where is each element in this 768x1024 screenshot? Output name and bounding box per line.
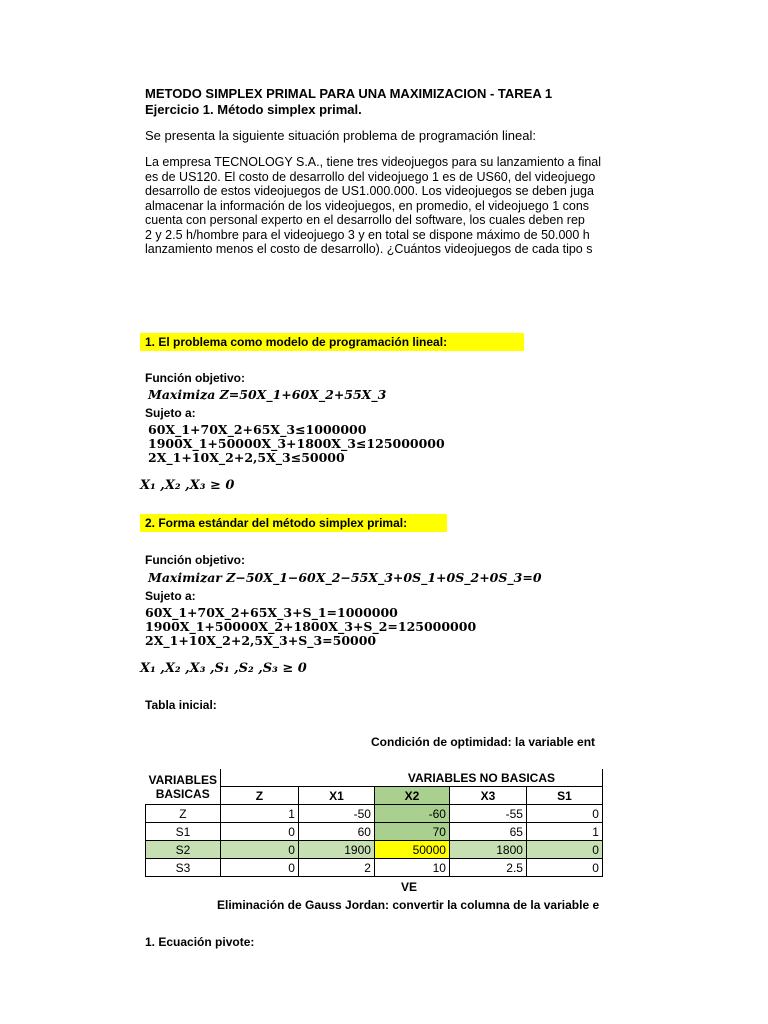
pivot-equation-label: 1. Ecuación pivote: <box>145 935 255 949</box>
objective-function-2: Maximizar Z−50X_1−60X_2−55X_3+0S_1+0S_2+0S_3=0 <box>148 570 542 585</box>
table-cell: 0 <box>220 823 298 841</box>
table-cell: 10 <box>374 859 449 877</box>
objective-label: Función objetivo: <box>145 371 245 385</box>
table-cell: 1900 <box>298 841 374 859</box>
table-cell: 0 <box>526 805 602 823</box>
problem-line: desarrollo de estos videojuegos de US1.000.000. Los videojuegos se deben juga <box>145 184 594 198</box>
constraint-2: 1900X_1+50000X_3+1800X_3≤125000000 <box>148 436 445 451</box>
objective-label-2: Función objetivo: <box>145 553 245 567</box>
table-cell: 0 <box>526 859 602 877</box>
document-title: METODO SIMPLEX PRIMAL PARA UNA MAXIMIZACION - TAREA 1 <box>145 86 553 101</box>
table-cell: 65 <box>449 823 526 841</box>
nonnegativity-2: X₁ ,X₂ ,X₃ ,S₁ ,S₂ ,S₃ ≥ 0 <box>140 661 307 676</box>
table-cell: 2.5 <box>449 859 526 877</box>
std-constraint-1: 60X_1+70X_2+65X_3+S_1=1000000 <box>145 605 398 620</box>
row-var: Z <box>146 805 221 823</box>
table-cell: 1 <box>526 823 602 841</box>
problem-line: almacenar la información de los videojuegos, en promedio, el videojuego 1 cons <box>145 198 590 213</box>
basic-vars-header: VARIABLES BASICAS <box>146 769 221 805</box>
gauss-jordan-text: Eliminación de Gauss Jordan: convertir la columna de la variable e <box>217 898 600 912</box>
problem-line: es de US120. El costo de desarrollo del videojuego 1 es de US60, del videojuego <box>145 169 596 184</box>
col-header-x3: X3 <box>449 787 526 805</box>
table-cell: 70 <box>374 823 449 841</box>
row-var: S3 <box>146 859 221 877</box>
table-row <box>146 841 603 859</box>
problem-line: La empresa TECNOLOGY S.A., tiene tres videojuegos para su lanzamiento a final <box>145 155 602 169</box>
constraint-3: 2X_1+10X_2+2,5X_3≤50000 <box>148 450 345 465</box>
section2-heading: 2. Forma estándar del método simplex primal: <box>145 516 408 530</box>
table-cell: 0 <box>526 841 602 859</box>
table-cell: 60 <box>298 823 374 841</box>
table-row <box>146 859 603 877</box>
problem-line: 2 y 2.5 h/hombre para el videojuego 3 y en total se dispone máximo de 50.000 h <box>145 227 590 242</box>
std-constraint-3: 2X_1+10X_2+2,5X_3+S_3=50000 <box>145 633 377 648</box>
nonbasic-vars-header-label: VARIABLES NO BASICAS <box>407 770 556 785</box>
pivot-cell: 50000 <box>374 841 449 859</box>
nonnegativity-1: X₁ ,X₂ ,X₃ ≥ 0 <box>140 478 235 493</box>
nonbasic-vars-header <box>220 769 602 787</box>
section1-heading: 1. El problema como modelo de programación lineal: <box>145 335 448 349</box>
ve-label: VE <box>401 880 418 894</box>
subject-label-2: Sujeto a: <box>145 589 196 603</box>
table-row <box>146 805 603 823</box>
table-cell: -55 <box>449 805 526 823</box>
table-row <box>146 823 603 841</box>
col-header-z: Z <box>220 787 298 805</box>
table-cell: -60 <box>374 805 449 823</box>
intro-text: Se presenta la siguiente situación problema de programación lineal: <box>145 128 536 143</box>
col-header-s1: S1 <box>526 787 602 805</box>
problem-line: cuenta con personal experto en el desarrollo del software, los cuales deben rep <box>145 213 585 227</box>
constraint-1: 60X_1+70X_2+65X_3≤1000000 <box>148 422 367 437</box>
table-cell: -50 <box>298 805 374 823</box>
table-cell: 0 <box>220 859 298 877</box>
simplex-table <box>145 769 603 877</box>
tabla-label: Tabla inicial: <box>145 698 217 712</box>
row-var: S2 <box>146 841 221 859</box>
problem-line: lanzamiento menos el costo de desarrollo). ¿Cuántos videojuegos de cada tipo s <box>145 242 593 256</box>
exercise-title: Ejercicio 1. Método simplex primal. <box>145 102 362 117</box>
row-var: S1 <box>146 823 221 841</box>
objective-function: Maximiza Z=50X_1+60X_2+55X_3 <box>148 387 387 402</box>
col-header-x2: X2 <box>374 787 449 805</box>
table-cell: 2 <box>298 859 374 877</box>
table-cell: 1 <box>220 805 298 823</box>
col-header-x1: X1 <box>298 787 374 805</box>
std-constraint-2: 1900X_1+50000X_2+1800X_3+S_2=125000000 <box>145 619 477 634</box>
table-cell: 1800 <box>449 841 526 859</box>
table-cell: 0 <box>220 841 298 859</box>
subject-label: Sujeto a: <box>145 406 196 420</box>
problem-paragraph <box>145 155 602 257</box>
optimality-condition: Condición de optimidad: la variable ent <box>371 735 596 749</box>
